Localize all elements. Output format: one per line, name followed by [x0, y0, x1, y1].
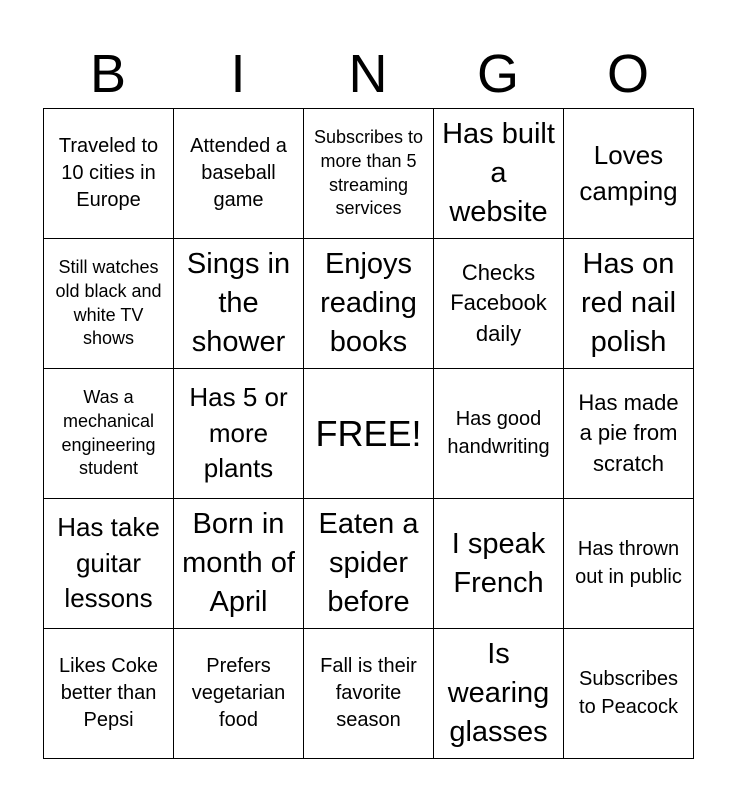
bingo-cell[interactable]: [434, 239, 564, 369]
header-letter-g: G: [476, 44, 519, 104]
bingo-cell[interactable]: [434, 109, 564, 239]
bingo-cell[interactable]: [564, 239, 694, 369]
cell-text: Has good handwriting: [447, 408, 550, 458]
cell-text: Is wearing glasses: [447, 638, 550, 748]
bingo-cell[interactable]: [44, 499, 174, 629]
bingo-cell[interactable]: [44, 239, 174, 369]
bingo-cell[interactable]: [174, 629, 304, 759]
cell-text: Has on red nail polish: [580, 248, 677, 358]
bingo-cell[interactable]: [564, 499, 694, 629]
bingo-cell[interactable]: [564, 629, 694, 759]
cell-text: Has made a pie from scratch: [578, 390, 679, 476]
bingo-cell[interactable]: [304, 629, 434, 759]
cell-text: Attended a baseball game: [190, 134, 287, 212]
bingo-cell[interactable]: [434, 629, 564, 759]
cell-text: I speak French: [451, 527, 546, 599]
bingo-cell[interactable]: [174, 499, 304, 629]
header-letter-n: N: [348, 44, 388, 104]
cell-text: Subscribes to Peacock: [579, 668, 678, 718]
bingo-cell[interactable]: [434, 499, 564, 629]
cell-text: Enjoys reading books: [320, 248, 417, 358]
cell-text: Traveled to 10 cities in Europe: [58, 134, 159, 212]
bingo-cell[interactable]: [304, 109, 434, 239]
bingo-cell[interactable]: [564, 109, 694, 239]
bingo-cell[interactable]: [304, 499, 434, 629]
cell-text: Has 5 or more plants: [189, 381, 288, 484]
bingo-cell[interactable]: [174, 109, 304, 239]
header-letter-o: O: [606, 44, 649, 104]
cell-text: Still watches old black and white TV shows: [55, 256, 162, 349]
cell-text: Prefers vegetarian food: [191, 654, 286, 732]
free-space[interactable]: [304, 369, 434, 499]
bingo-header: [43, 40, 693, 108]
cell-text: Has thrown out in public: [575, 538, 682, 588]
bingo-cell[interactable]: [564, 369, 694, 499]
bingo-cell[interactable]: [44, 369, 174, 499]
free-space-label: FREE!: [315, 412, 422, 454]
bingo-cell[interactable]: [434, 369, 564, 499]
cell-text: Born in month of April: [182, 508, 295, 618]
cell-text: Has take guitar lessons: [57, 511, 160, 614]
cell-text: Fall is their favorite season: [320, 654, 417, 732]
bingo-cell[interactable]: [304, 239, 434, 369]
cell-text: Loves camping: [579, 139, 678, 206]
cell-text: Likes Coke better than Pepsi: [59, 654, 158, 732]
bingo-board: [43, 108, 694, 759]
cell-text: Eaten a spider before: [318, 508, 419, 618]
bingo-cell[interactable]: [44, 109, 174, 239]
cell-text: Has built a website: [442, 118, 555, 228]
bingo-cell[interactable]: [174, 239, 304, 369]
bingo-cell[interactable]: [174, 369, 304, 499]
cell-text: Subscribes to more than 5 streaming services: [313, 126, 424, 219]
header-letter-i: I: [230, 44, 246, 104]
cell-text: Sings in the shower: [186, 248, 291, 358]
cell-text: Checks Facebook daily: [450, 260, 547, 346]
header-letter-b: B: [89, 44, 127, 104]
bingo-cell[interactable]: [44, 629, 174, 759]
cell-text: Was a mechanical engineering student: [61, 386, 156, 479]
